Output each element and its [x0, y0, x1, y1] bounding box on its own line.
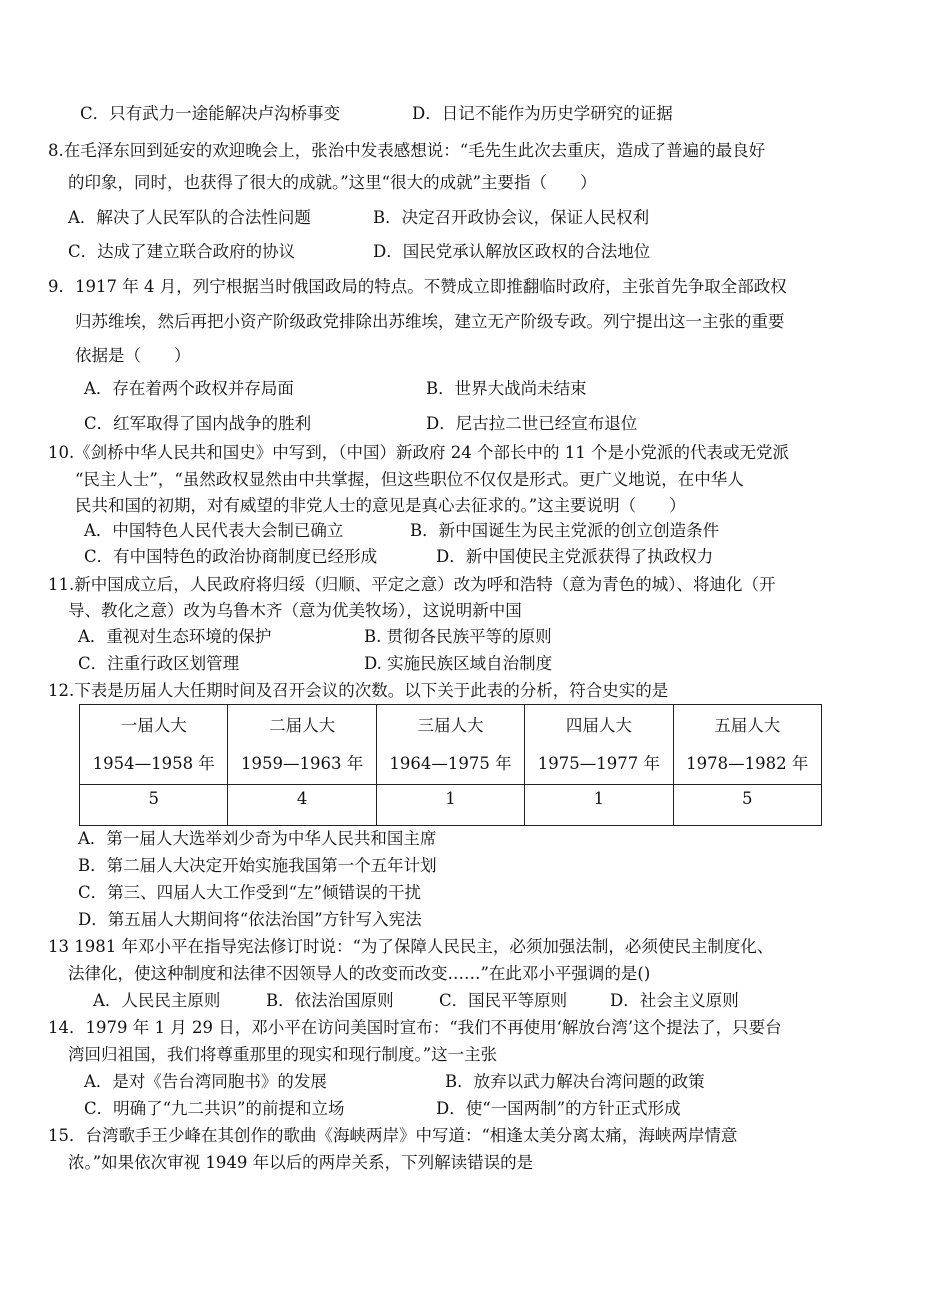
npc-name: 五届人大	[714, 715, 781, 735]
session-count: 1	[525, 785, 673, 826]
session-count: 1	[376, 785, 524, 826]
npc-name: 三届人大	[417, 715, 484, 735]
table-cell-npc-4	[525, 705, 673, 785]
q10-stem-line2: “民主人士”，“虽然政权显然由中共掌握，但这些职位不仅仅是形式。更广义地说，在中华人	[75, 470, 744, 489]
q13-option-d: D．社会主义原则	[610, 991, 739, 1010]
q13-option-c: C．国民平等原则	[439, 991, 568, 1010]
q8-stem-line2: 的印象，同时，也获得了很大的成就。”这里“很大的成就”主要指（ ）	[68, 173, 597, 192]
q14-stem-line1: 14．1979 年 1 月 29 日，邓小平在访问美国时宣布：“我们不再使用‘解放台湾’这个提法了，只要台	[48, 1018, 782, 1037]
q7-option-c: C．只有武力一途能解决卢沟桥事变	[80, 104, 341, 123]
q11-option-c: C．注重行政区划管理	[78, 654, 240, 673]
q14-option-a: A．是对《告台湾同胞书》的发展	[84, 1072, 327, 1091]
q9-option-c: C．红军取得了国内战争的胜利	[84, 414, 312, 433]
npc-sessions-table	[79, 704, 822, 826]
q12-stem-line1: 12.下表是历届人大任期时间及召开会议的次数。以下关于此表的分析，符合史实的是	[48, 681, 669, 700]
q8-option-c: C．达成了建立联合政府的协议	[68, 242, 296, 261]
npc-name: 一届人大	[120, 715, 187, 735]
q13-option-b: B．依法治国原则	[266, 991, 394, 1010]
q10-option-c: C．有中国特色的政治协商制度已经形成	[84, 547, 378, 566]
q9-stem-line2: 归苏维埃，然后再把小资产阶级政党排除出苏维埃，建立无产阶级专政。列宁提出这一主张的重要	[75, 312, 785, 331]
npc-term: 1975—1977 年	[537, 753, 660, 773]
q8-stem-line1: 8.在毛泽东回到延安的欢迎晚会上，张治中发表感想说：“毛先生此次去重庆，造成了普遍的最良好	[48, 141, 766, 160]
q15-stem-line2: 浓。”如果依次审视 1949 年以后的两岸关系，下列解读错误的是	[68, 1153, 534, 1172]
npc-term: 1964—1975 年	[389, 753, 512, 773]
q12-option-b: B．第二届人大决定开始实施我国第一个五年计划	[78, 856, 437, 875]
q14-option-c: C．明确了“九二共识”的前提和立场	[84, 1099, 345, 1118]
q11-option-b: B. 贯彻各民族平等的原则	[364, 627, 552, 646]
table-header-row	[80, 705, 822, 785]
q10-stem-line1: 10.《剑桥中华人民共和国史》中写到，（中国）新政府 24 个部长中的 11 个是小党派的代表或无党派	[48, 443, 789, 462]
q13-option-a: A．人民民主原则	[93, 991, 221, 1010]
npc-term: 1959—1963 年	[240, 753, 364, 773]
session-count: 5	[673, 785, 821, 826]
q10-stem-line3: 民共和国的初期，对有威望的非党人士的意见是真心去征求的。”这主要说明（ ）	[75, 496, 686, 515]
q9-option-a: A．存在着两个政权并存局面	[84, 379, 294, 398]
q8-option-a: A．解决了人民军队的合法性问题	[68, 208, 311, 227]
q11-option-a: A．重视对生态环境的保护	[78, 627, 272, 646]
q13-stem-line2: 法律化，使这种制度和法律不因领导人的改变而改变……”在此邓小平强调的是()	[68, 964, 651, 983]
q11-stem-line1: 11.新中国成立后，人民政府将归绥（归顺、平定之意）改为呼和浩特（意为青色的城）、将迪化（开	[48, 575, 776, 594]
q14-option-d: D．使“一国两制”的方针正式形成	[436, 1099, 681, 1118]
q15-stem-line1: 15．台湾歌手王少峰在其创作的歌曲《海峡两岸》中写道：“相逢太美分离太痛，海峡两岸情意	[48, 1126, 738, 1145]
q9-option-d: D．尼古拉二世已经宣布退位	[426, 414, 638, 433]
q14-stem-line2: 湾回归祖国，我们将尊重那里的现实和现行制度。”这一主张	[68, 1045, 498, 1064]
npc-term: 1954—1958 年	[92, 753, 215, 773]
q12-option-c: C．第三、四届人大工作受到“左”倾错误的干扰	[78, 883, 421, 902]
q8-option-d: D．国民党承认解放区政权的合法地位	[373, 242, 651, 261]
q9-stem-line1: 9．1917 年 4 月，列宁根据当时俄国政局的特点。不赞成立即推翻临时政府，主张首先争取全部政权	[48, 277, 787, 296]
table-cell-npc-1	[80, 705, 228, 785]
npc-name: 二届人大	[269, 715, 336, 735]
q14-option-b: B．放弃以武力解决台湾问题的政策	[445, 1072, 705, 1091]
q13-stem-line1: 13 1981 年邓小平在指导宪法修订时说：“为了保障人民民主，必须加强法制，必须使民主制度化、	[48, 937, 774, 956]
q11-option-d: D. 实施民族区域自治制度	[364, 654, 553, 673]
q10-option-d: D．新中国使民主党派获得了执政权力	[436, 547, 714, 566]
q9-option-b: B．世界大战尚未结束	[426, 379, 587, 398]
q9-stem-line3: 依据是（ ）	[75, 346, 191, 365]
table-cell-npc-3	[376, 705, 524, 785]
session-count: 4	[228, 785, 376, 826]
npc-term: 1978—1982 年	[686, 753, 809, 773]
table-count-row	[80, 785, 822, 826]
q7-option-d: D．日记不能作为历史学研究的证据	[412, 104, 673, 123]
table-cell-npc-5	[673, 705, 821, 785]
table-cell-npc-2	[228, 705, 376, 785]
q12-option-a: A．第一届人大选举刘少奇为中华人民共和国主席	[78, 829, 437, 848]
q10-option-a: A．中国特色人民代表大会制已确立	[84, 521, 344, 540]
npc-name: 四届人大	[565, 715, 632, 735]
session-count: 5	[80, 785, 228, 826]
q12-option-d: D．第五届人大期间将“依法治国”方针写入宪法	[78, 910, 422, 929]
q10-option-b: B．新中国诞生为民主党派的创立创造条件	[410, 521, 720, 540]
q11-stem-line2: 导、教化之意）改为乌鲁木齐（意为优美牧场），这说明新中国	[68, 601, 522, 620]
q8-option-b: B．决定召开政协会议，保证人民权利	[373, 208, 650, 227]
